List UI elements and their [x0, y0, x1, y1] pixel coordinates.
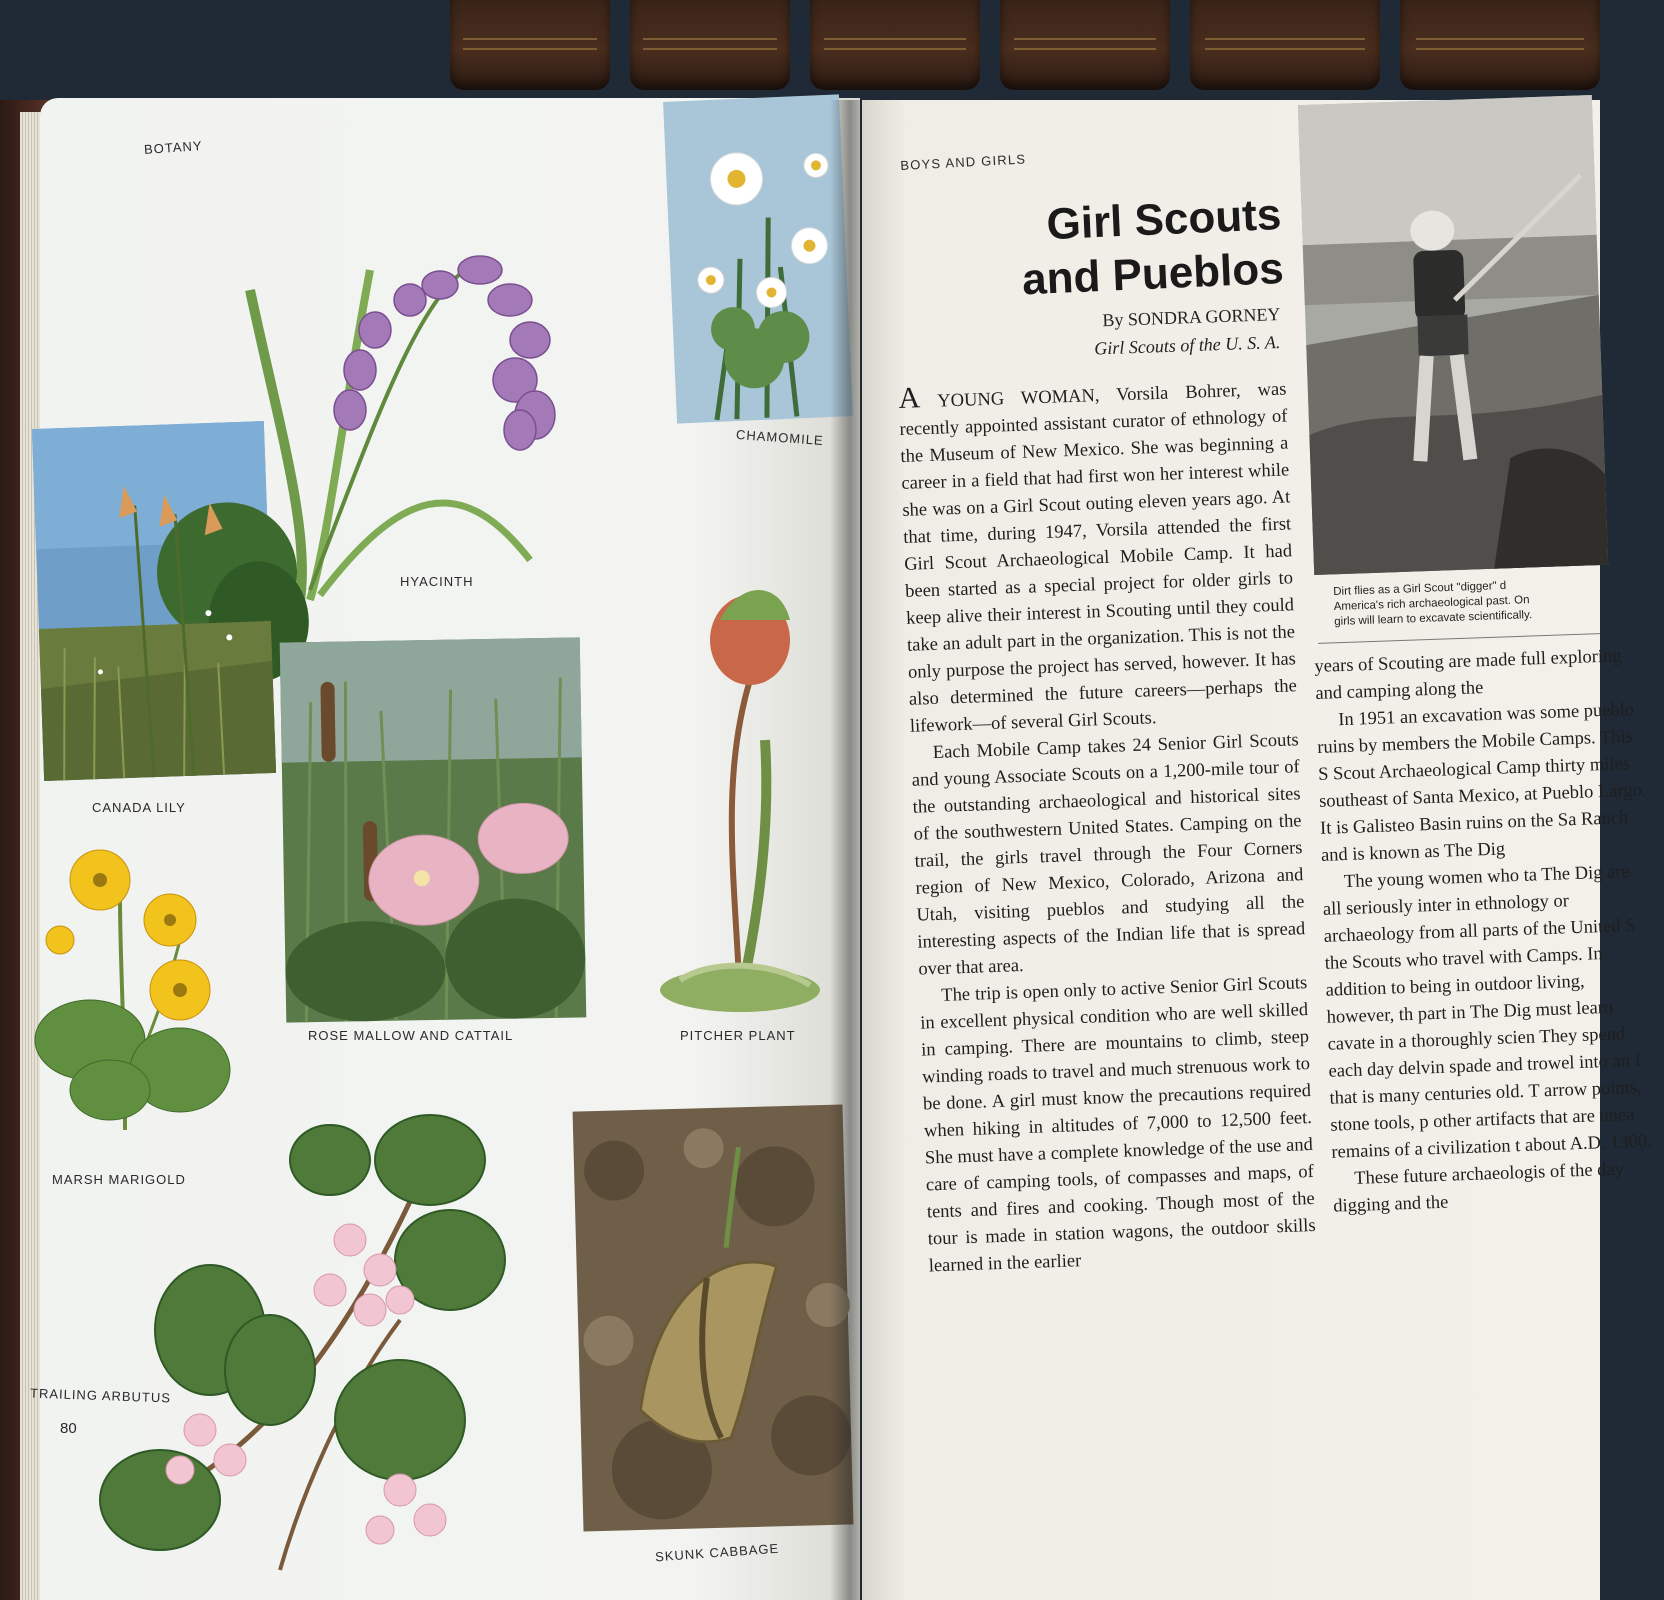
byline: By SONDRA GORNEY	[1102, 304, 1281, 331]
label-canada-lily: CANADA LILY	[92, 800, 186, 815]
label-trailing-arbutus: TRAILING ARBUTUS	[29, 1385, 172, 1406]
skunk-cabbage-photo	[573, 1105, 854, 1532]
label-hyacinth: HYACINTH	[400, 574, 474, 589]
drop-cap: A	[897, 381, 921, 415]
book-spine	[450, 0, 610, 90]
label-rose-mallow: ROSE MALLOW AND CATTAIL	[308, 1028, 514, 1043]
author-affiliation: Girl Scouts of the U. S. A.	[1093, 332, 1281, 359]
col2-paragraph-2: In 1951 an excavation was some pueblo ruins by members the Mobile Camps. This S Scout Archaeological Camp thirty miles southeast of Santa Mexico, at Pueblo Largo. It is Galisteo Basin ruins on the Sa Ranch and is known as The Dig	[1316, 699, 1647, 866]
book-spine	[1400, 0, 1600, 90]
paragraph-1	[898, 371, 1298, 740]
paragraph-2: Each Mobile Camp takes 24 Senior Girl Scouts and young Associate Scouts on a 1,200-mile tour of the outstanding archaeological and historical sites of the southwestern United States. Camping on the trail, the girls travel through the Four Corners region of New Mexico, Colorado, Arizona and Utah, visiting pueblos and studying all the interesting aspects of the Indian life that is spread over that area.	[911, 730, 1306, 980]
caption-line-3: girls will learn to excavate scientifically.	[1334, 609, 1533, 628]
title-line-1: Girl Scouts	[1045, 189, 1283, 250]
trailing-arbutus-illustration	[100, 1100, 500, 1600]
col2-paragraph-1: years of Scouting are made full exploring and camping along the	[1314, 646, 1622, 704]
caption-line-1: Dirt flies as a Girl Scout "digger" d	[1333, 579, 1507, 598]
col2-paragraph-4: These future archaeologis of the day digging and the	[1332, 1159, 1625, 1217]
book-spine	[810, 0, 980, 90]
page-number: 80	[60, 1420, 77, 1437]
photo-caption	[1333, 576, 1601, 630]
article-column-2	[1314, 642, 1664, 1220]
canada-lily-photo	[32, 421, 276, 781]
girl-scout-digging-photo	[1298, 95, 1608, 575]
book-spine	[630, 0, 790, 90]
label-skunk-cabbage: SKUNK CABBAGE	[654, 1540, 780, 1565]
marsh-marigold-illustration	[30, 840, 240, 1130]
col2-paragraph-3: The young women who ta The Dig are all seriously inter in ethnology or archaeology from all parts of the United S the Scouts who travel with Camps. In addition to being in outdoor living, however, th part in The Dig must learn cavate in a thoroughly scien They spend each day delvin spade and trowel into an I that is many centuries old. T arrow points, stone tools, p other artifacts that are unea remains of a civilization t about A.D. 1300.	[1322, 862, 1653, 1163]
caption-line-2: America's rich archaeological past. On	[1333, 594, 1530, 613]
title-line-2: and Pueblos	[1021, 243, 1285, 305]
article-column-2-clip	[1300, 640, 1653, 1600]
book-spine	[1000, 0, 1170, 90]
article-column-1	[898, 371, 1317, 1280]
pitcher-plant-illustration	[640, 580, 840, 1020]
shelf-book-spines	[380, 0, 1600, 100]
section-label-botany: BOTANY	[143, 137, 203, 158]
paragraph-3: The trip is open only to active Senior Girl Scouts in excellent physical condition who are well skilled in camping. There are mountains to climb, steep winding roads to travel and much strenuous work to be done. A girl must know the precautions required when hiking in altitudes of 7,000 to 12,500 feet. She must have a complete knowledge of the use and care of camping tools, of compasses and maps, of tents and fires and cooking. Though most of the tour is made in station wagons, the outdoor skills learned in the earlier	[919, 973, 1316, 1277]
lead-smallcaps: YOUNG WOMAN,	[937, 385, 1100, 412]
chamomile-photo	[663, 94, 853, 423]
label-marsh-marigold: MARSH MARIGOLD	[52, 1172, 186, 1187]
rose-mallow-photo	[280, 637, 587, 1022]
book-spine	[1190, 0, 1380, 90]
label-pitcher-plant: PITCHER PLANT	[680, 1028, 796, 1043]
section-label-boys-and-girls: BOYS AND GIRLS	[900, 151, 1027, 173]
article-title	[890, 188, 1284, 313]
label-chamomile: CHAMOMILE	[735, 426, 825, 449]
paragraph-1-text: Vorsila Bohrer, was recently appointed assistant curator of ethnology of the Museum of New Mexico. She was beginning a career in a field that had first won her interest while she was on a Girl Scout outing eleven years ago. At that time, during 1947, Vorsila attended the first Girl Scout Archaeological Mobile Camp. It had been started as a special project for older girls to keep alive their interest in Scouting until they could take an adult part in the organization. This is not the only purpose the project has served, however. It has also determined the future careers—perhaps the lifework—of several Girl Scouts.	[899, 379, 1298, 737]
